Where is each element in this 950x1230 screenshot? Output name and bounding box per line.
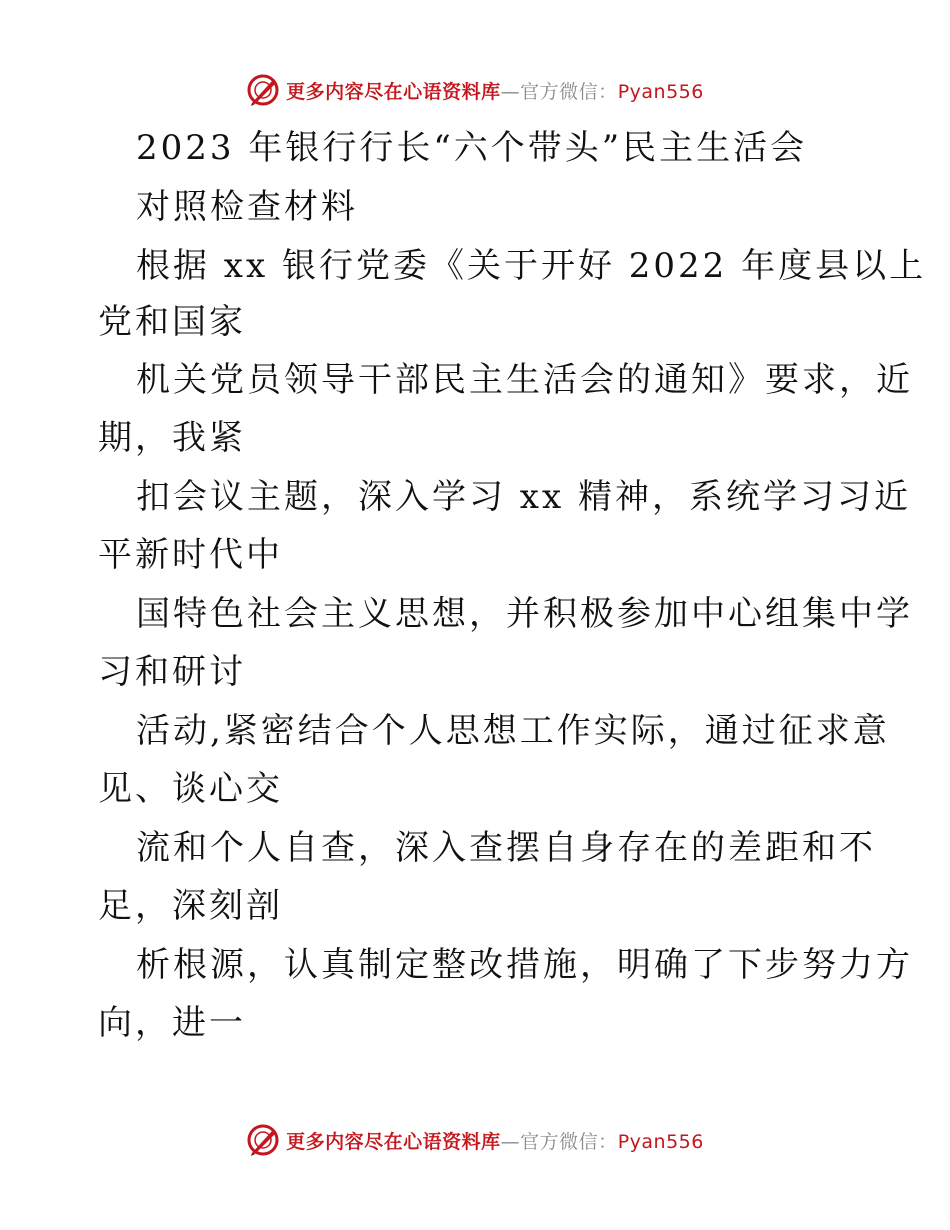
paragraph-line: 根据 xx 银行党委《关于开好 2022 年度县以上 (136, 246, 927, 286)
paragraph-line: 流和个人自查，深入查摆自身存在的差距和不 (136, 828, 876, 868)
paragraph-line: 扣会议主题，深入学习 xx 精神，系统学习习近 (136, 477, 911, 517)
watermark-wechat-id: Pyan556 (617, 80, 704, 103)
pen-logo-icon (246, 73, 280, 107)
header-watermark (0, 70, 950, 110)
watermark-text (286, 1127, 704, 1154)
watermark-dash: — (500, 1130, 521, 1153)
paragraph-line: 足，深刻剖 (98, 886, 283, 926)
paragraph-line: 习和研讨 (98, 652, 246, 692)
watermark-wechat-id: Pyan556 (617, 1130, 704, 1153)
paragraph-line: 机关党员领导干部民主生活会的通知》要求，近 (136, 360, 913, 400)
paragraph-line: 向，进一 (98, 1003, 246, 1043)
paragraph-line: 党和国家 (98, 302, 246, 342)
watermark-dash: — (500, 80, 521, 103)
watermark-wechat-label: 官方微信： (520, 1130, 618, 1153)
paragraph-line: 期，我紧 (98, 418, 246, 458)
doc-title-line-1: 2023 年银行行长“六个带头”民主生活会 (136, 128, 808, 168)
watermark-main-text: 更多内容尽在心语资料库 (286, 1130, 501, 1153)
paragraph-line: 活动,紧密结合个人思想工作实际，通过征求意 (136, 711, 890, 751)
watermark-main-text: 更多内容尽在心语资料库 (286, 80, 501, 103)
paragraph-line: 平新时代中 (98, 535, 283, 575)
watermark-wechat-label: 官方微信： (520, 80, 618, 103)
pen-logo-icon (246, 1123, 280, 1157)
watermark-text (286, 77, 704, 104)
watermark-content (246, 73, 704, 107)
doc-title-line-2: 对照检查材料 (136, 187, 358, 227)
paragraph-line: 析根源，认真制定整改措施，明确了下步努力方 (136, 945, 913, 985)
footer-watermark (0, 1120, 950, 1160)
paragraph-line: 见、谈心交 (98, 769, 283, 809)
paragraph-line: 国特色社会主义思想，并积极参加中心组集中学 (136, 594, 913, 634)
watermark-content (246, 1123, 704, 1157)
